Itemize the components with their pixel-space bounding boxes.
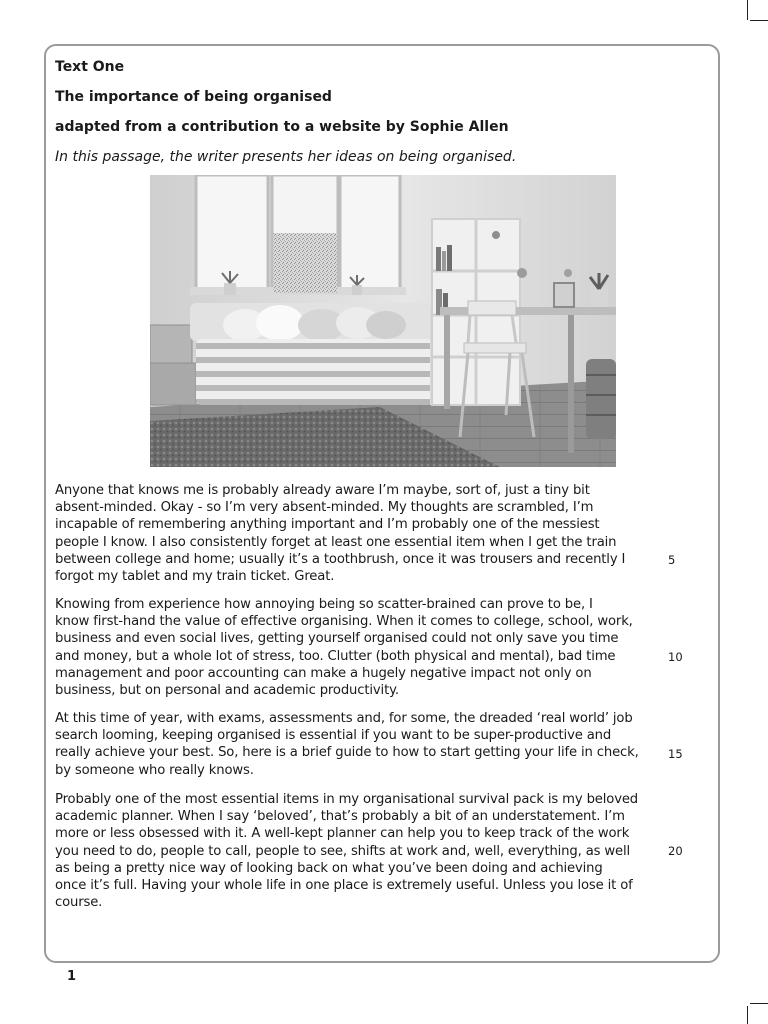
- text-line: course.: [55, 895, 103, 911]
- text-line: business and even social lives, getting yourself organised could not only save you time: [55, 631, 619, 647]
- text-line: academic planner. When I say ‘beloved’, that’s probably a bit of an understatement. I’m: [55, 809, 625, 825]
- text-line: At this time of year, with exams, assessments and, for some, the dreaded ‘real world’ job: [55, 711, 633, 726]
- text-line: management and poor accounting can make a hugely negative impact not only on: [55, 665, 592, 681]
- text-line: between college and home; usually it’s a toothbrush, once it was trousers and recently I: [55, 551, 626, 567]
- line-number: 10: [668, 650, 683, 664]
- text-line: business, but on personal and academic productivity.: [55, 683, 399, 699]
- text-line: people I know. I also consistently forget at least one essential item when I get the train: [55, 534, 617, 550]
- text-line: more or less obsessed with it. A well-kept planner can help you to keep track of the work: [55, 826, 630, 842]
- passage-intro: In this passage, the writer presents her ideas on being organised.: [55, 149, 517, 165]
- text-line: forgot my tablet and my train ticket. Great.: [55, 569, 335, 585]
- text-line: by someone who really knows.: [55, 762, 254, 778]
- line-number: 5: [668, 553, 676, 567]
- text-line: know first-hand the value of effective organising. When it comes to college, school, work,: [55, 614, 633, 630]
- text-line: Knowing from experience how annoying being so scatter-brained can prove to be, I: [55, 597, 593, 612]
- text-line: Anyone that knows me is probably already aware I’m maybe, sort of, just a tiny bit: [55, 483, 590, 498]
- paragraph: [55, 791, 640, 911]
- text-line: search looming, keeping organised is essential if you want to be super-productive and: [55, 728, 612, 744]
- text-label: Text One: [55, 59, 125, 75]
- text-line: Probably one of the most essential items in my organisational survival pack is my beloved: [55, 792, 639, 807]
- bedroom-photo: [150, 175, 616, 467]
- text-line: you need to do, people to call, people to see, shifts at work and, well, everything, as well: [55, 843, 631, 859]
- crop-mark-top: [750, 20, 768, 21]
- crop-mark-top: [747, 0, 748, 20]
- text-line: incapable of remembering anything important and I’m probably one of the messiest: [55, 517, 600, 533]
- text-line: once it’s full. Having your whole life in one place is extremely useful. Unless you lose it of: [55, 878, 633, 894]
- text-line: and money, but a whole lot of stress, too. Clutter (both physical and mental), bad time: [55, 648, 616, 664]
- crop-mark-bottom: [750, 1003, 768, 1004]
- passage-header: [55, 58, 695, 178]
- text-line: as being a pretty nice way of looking back on what you’ve been doing and achieving: [55, 860, 603, 876]
- line-number: 20: [668, 844, 683, 858]
- page-number: 1: [67, 969, 77, 984]
- crop-mark-bottom: [747, 1006, 748, 1024]
- text-line: really achieve your best. So, here is a brief guide to how to start getting your life in check,: [55, 745, 639, 761]
- passage-source: adapted from a contribution to a website by Sophie Allen: [55, 119, 509, 135]
- passage-title: The importance of being organised: [55, 89, 332, 105]
- paragraph: [55, 482, 640, 585]
- line-number: 15: [668, 747, 683, 761]
- paragraph: [55, 596, 640, 699]
- text-line: absent-minded. Okay - so I’m very absent-minded. My thoughts are scrambled, I’m: [55, 500, 594, 516]
- paragraph: [55, 710, 640, 779]
